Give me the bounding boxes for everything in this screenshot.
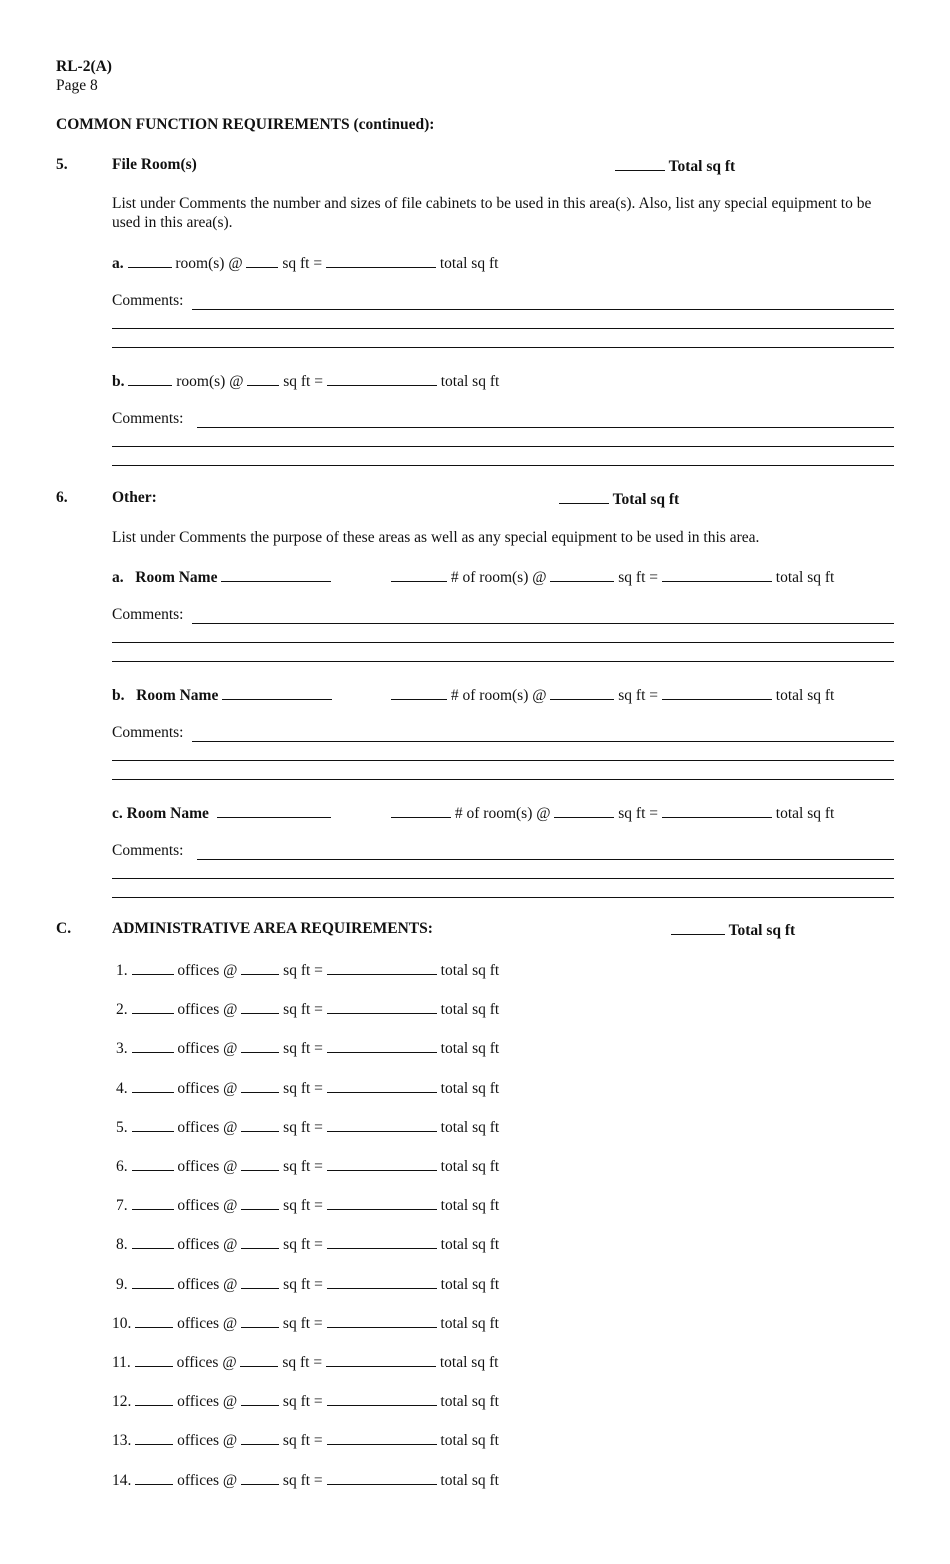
rooms-count-field[interactable] — [128, 253, 172, 268]
sq-ft-field[interactable] — [241, 1078, 279, 1093]
file-room-b-row: b. room(s) @ sq ft = total sq ft — [112, 373, 500, 390]
row-number: 5. — [116, 1118, 128, 1136]
sq-ft-field[interactable] — [240, 1352, 278, 1367]
comment-line[interactable] — [112, 642, 894, 643]
row-number: 4. — [116, 1079, 128, 1097]
sq-ft-field[interactable] — [246, 253, 278, 268]
row-number: 1. — [116, 962, 128, 979]
sq-ft-field[interactable] — [241, 1234, 279, 1249]
file-room-total: Total sq ft — [615, 156, 735, 176]
sq-ft-field[interactable] — [241, 1470, 279, 1485]
total-field[interactable] — [327, 371, 437, 386]
comment-line[interactable] — [197, 859, 894, 860]
sq-ft-field[interactable] — [241, 960, 279, 975]
comments-label: Comments: — [112, 410, 184, 427]
admin-office-row: 13. offices @ sq ft = total sq ft — [112, 1432, 499, 1450]
total-field[interactable] — [327, 1117, 437, 1132]
room-name-field[interactable] — [222, 685, 332, 700]
offices-count-field[interactable] — [132, 960, 174, 975]
admin-office-row: 1. offices @ sq ft = total sq ft — [116, 962, 500, 979]
admin-office-row: 10. offices @ sq ft = total sq ft — [112, 1314, 499, 1332]
sq-ft-field[interactable] — [247, 371, 279, 386]
total-field[interactable] — [327, 1274, 437, 1289]
comments-label: Comments: — [112, 606, 184, 623]
other-total: Total sq ft — [559, 489, 679, 509]
admin-office-row: 4. offices @ sq ft = total sq ft — [116, 1079, 500, 1097]
offices-count-field[interactable] — [132, 1274, 174, 1289]
room-name-field[interactable] — [217, 803, 331, 818]
admin-office-row: 3. offices @ sq ft = total sq ft — [116, 1040, 500, 1058]
total-field[interactable] — [327, 1470, 437, 1485]
total-field[interactable] — [326, 1352, 436, 1367]
offices-count-field[interactable] — [135, 1430, 173, 1445]
admin-office-row: 2. offices @ sq ft = total sq ft — [116, 1001, 500, 1019]
row-number: 2. — [116, 1001, 128, 1019]
row-number: 7. — [116, 1197, 128, 1215]
comment-line[interactable] — [112, 878, 894, 879]
file-room-a-row: a. room(s) @ sq ft = total sq ft — [112, 255, 499, 272]
total-field[interactable] — [327, 1078, 437, 1093]
room-name-field[interactable] — [221, 567, 331, 582]
total-field[interactable] — [327, 999, 437, 1014]
sq-ft-field[interactable] — [241, 1156, 279, 1171]
sq-ft-field[interactable] — [241, 1313, 279, 1328]
section-title: COMMON FUNCTION REQUIREMENTS (continued): — [56, 116, 435, 133]
admin-office-row: 11. offices @ sq ft = total sq ft — [112, 1354, 499, 1371]
total-field[interactable] — [327, 1313, 437, 1328]
offices-count-field[interactable] — [135, 1391, 173, 1406]
admin-office-row: 12. offices @ sq ft = total sq ft — [112, 1393, 499, 1411]
admin-office-row: 6. offices @ sq ft = total sq ft — [116, 1158, 500, 1175]
other-c-room-name: c. Room Name — [112, 803, 331, 823]
other-instructions: List under Comments the purpose of these areas as well as any special equipment to be used in this area. — [112, 529, 760, 546]
sq-ft-field[interactable] — [241, 1391, 279, 1406]
other-a-room-name: a. Room Name — [112, 567, 331, 587]
total-field[interactable] — [327, 1038, 437, 1053]
admin-office-row: 9. offices @ sq ft = total sq ft — [116, 1275, 500, 1293]
total-field[interactable] — [327, 1156, 437, 1171]
offices-count-field[interactable] — [135, 1352, 173, 1367]
item-number-5: 5. — [56, 156, 68, 173]
sq-ft-field[interactable] — [241, 999, 279, 1014]
admin-total: Total sq ft — [671, 920, 795, 940]
other-a-calc: # of room(s) @ sq ft = total sq ft — [391, 567, 834, 587]
admin-office-row: 5. offices @ sq ft = total sq ft — [116, 1118, 500, 1136]
comment-line[interactable] — [192, 309, 894, 310]
other-total-field[interactable] — [559, 489, 609, 504]
comment-line[interactable] — [112, 897, 894, 898]
sq-ft-field[interactable] — [241, 1274, 279, 1289]
page-number: Page 8 — [56, 77, 98, 94]
sq-ft-field[interactable] — [241, 1195, 279, 1210]
file-room-instructions: List under Comments the number and sizes of file cabinets to be used in this area(s). Also, list any special equipment to be used in this area(s). — [112, 195, 872, 231]
total-field[interactable] — [327, 1195, 437, 1210]
row-number: 8. — [116, 1236, 128, 1254]
total-field[interactable] — [327, 1391, 437, 1406]
sq-ft-field[interactable] — [554, 803, 614, 818]
comment-line[interactable] — [112, 328, 894, 329]
comment-line[interactable] — [192, 741, 894, 742]
sq-ft-field[interactable] — [550, 567, 614, 582]
admin-total-field[interactable] — [671, 920, 725, 935]
sq-ft-field[interactable] — [550, 685, 614, 700]
row-number: 3. — [116, 1040, 128, 1058]
row-number: 14. — [112, 1471, 132, 1489]
comment-line[interactable] — [197, 427, 894, 428]
offices-count-field[interactable] — [132, 1234, 174, 1249]
rooms-count-field[interactable] — [391, 567, 447, 582]
offices-count-field[interactable] — [132, 1038, 174, 1053]
sq-ft-field[interactable] — [241, 1038, 279, 1053]
item-number-6: 6. — [56, 489, 68, 506]
offices-count-field[interactable] — [132, 1156, 174, 1171]
comment-line[interactable] — [112, 661, 894, 662]
comment-line[interactable] — [112, 446, 894, 447]
offices-count-field[interactable] — [132, 1195, 174, 1210]
comment-line[interactable] — [112, 760, 894, 761]
other-b-calc: # of room(s) @ sq ft = total sq ft — [391, 685, 834, 705]
total-field[interactable] — [327, 1430, 437, 1445]
row-number: 10. — [112, 1314, 132, 1332]
rooms-count-field[interactable] — [391, 803, 451, 818]
comments-label: Comments: — [112, 292, 184, 309]
row-number: 9. — [116, 1275, 128, 1293]
file-room-title: File Room(s) — [112, 156, 197, 173]
sq-ft-field[interactable] — [241, 1117, 279, 1132]
offices-count-field[interactable] — [132, 999, 174, 1014]
offices-count-field[interactable] — [132, 1078, 174, 1093]
other-title: Other: — [112, 489, 157, 506]
total-field[interactable] — [327, 1234, 437, 1249]
comment-line[interactable] — [112, 465, 894, 466]
admin-title: ADMINISTRATIVE AREA REQUIREMENTS: — [112, 920, 433, 937]
row-number: 12. — [112, 1393, 132, 1411]
admin-office-row: 8. offices @ sq ft = total sq ft — [116, 1236, 500, 1254]
other-b-room-name: b. Room Name — [112, 685, 332, 705]
row-number: 6. — [116, 1158, 128, 1175]
rooms-count-field[interactable] — [391, 685, 447, 700]
comments-label: Comments: — [112, 842, 184, 859]
offices-count-field[interactable] — [132, 1117, 174, 1132]
comment-line[interactable] — [112, 779, 894, 780]
offices-count-field[interactable] — [135, 1313, 173, 1328]
file-room-total-field[interactable] — [615, 156, 665, 171]
row-number: 13. — [112, 1432, 132, 1450]
section-letter-c: C. — [56, 920, 72, 937]
total-field[interactable] — [662, 567, 772, 582]
rooms-count-field[interactable] — [128, 371, 172, 386]
total-field[interactable] — [662, 803, 772, 818]
other-c-calc: # of room(s) @ sq ft = total sq ft — [391, 803, 834, 823]
comment-line[interactable] — [112, 347, 894, 348]
comments-label: Comments: — [112, 724, 184, 741]
total-field[interactable] — [327, 960, 437, 975]
total-field[interactable] — [662, 685, 772, 700]
sq-ft-field[interactable] — [241, 1430, 279, 1445]
row-number: 11. — [112, 1354, 131, 1371]
comment-line[interactable] — [192, 623, 894, 624]
total-field[interactable] — [326, 253, 436, 268]
admin-office-row: 14. offices @ sq ft = total sq ft — [112, 1471, 499, 1489]
form-id: RL-2(A) — [56, 58, 112, 75]
admin-office-row: 7. offices @ sq ft = total sq ft — [116, 1197, 500, 1215]
offices-count-field[interactable] — [135, 1470, 173, 1485]
